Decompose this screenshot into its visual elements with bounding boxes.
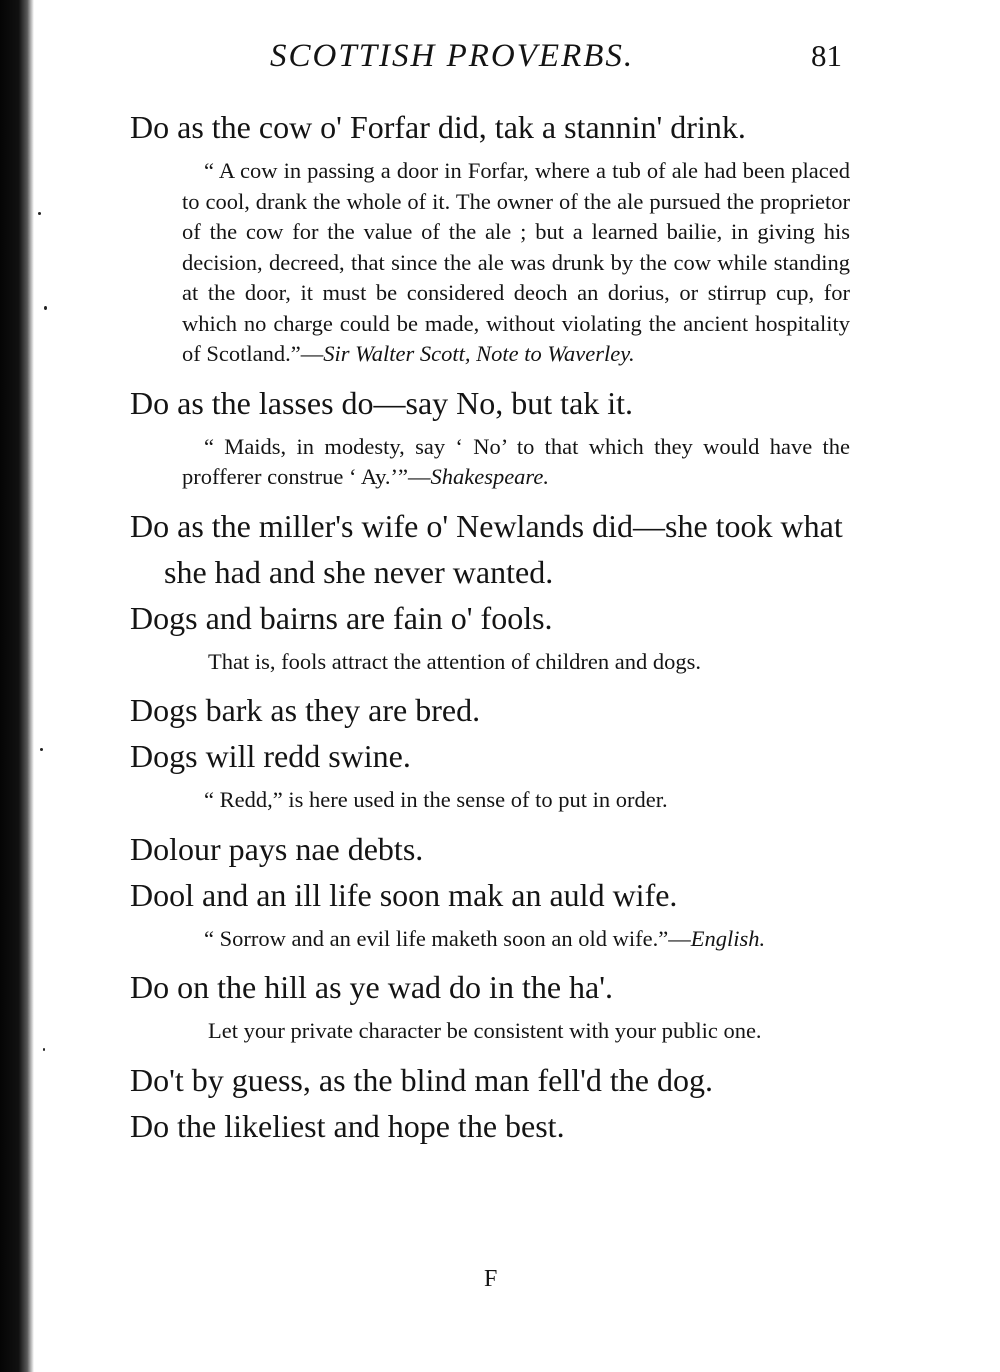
running-title: SCOTTISH PROVERBS. [270, 38, 635, 74]
proverb-entry: Do't by guess, as the blind man fell'd the dog. [130, 1061, 713, 1098]
proverb-note: “ A cow in passing a door in Forfar, where a tub of ale had been placed to cool, drank the whole of it. The owner of the ale pursued the proprietor of the cow for the value of the ale ; but a learned bailie, in giving his decision, decreed, that since the ale was drunk by the cow while standing at the door, it must be considered deoch an dorius, or stirrup cup, for which no charge could be made, without violating the ancient hospitality of Scotland.”—Sir Walter Scott, Note to Waverley. [182, 158, 850, 366]
note-attribution: English. [690, 925, 766, 951]
note-attribution: Sir Walter Scott, Note to Waverley. [323, 341, 635, 366]
proverb-note: “ Redd,” is here used in the sense of to put in order. [204, 787, 668, 812]
proverb-entry: Do as the lasses do—say No, but tak it. [130, 384, 634, 421]
note-attribution: Shakespeare. [430, 464, 549, 489]
proverb-entry: Do as the miller's wife o' Newlands did—she took what she had and she never wanted. [130, 507, 843, 590]
gutter-speck [40, 748, 43, 751]
gutter-speck [38, 212, 41, 215]
proverb-note: “ Maids, in modesty, say ‘ No’ to that which they would have the profferer construe ‘ Ay.’”—Shakespeare. [182, 433, 850, 489]
signature-mark: F [484, 1266, 498, 1292]
proverb-entry: Dool and an ill life soon mak an auld wife. [130, 876, 678, 913]
proverb-entry: Do the likeliest and hope the best. [130, 1107, 565, 1144]
gutter-speck [44, 306, 47, 310]
proverb-list [130, 104, 850, 1149]
proverb-note: That is, fools attract the attention of children and dogs. [208, 648, 701, 674]
gutter-speck [43, 1048, 45, 1051]
proverb-note: “ Sorrow and an evil life maketh soon an old wife.”—English. [204, 925, 766, 951]
page-gutter-shadow [0, 0, 34, 1372]
proverb-entry: Do on the hill as ye wad do in the ha'. [130, 969, 613, 1005]
page-header [270, 38, 850, 78]
proverb-entry: Dogs and bairns are fain o' fools. [130, 599, 553, 636]
proverb-entry: Dogs bark as they are bred. [130, 692, 481, 728]
proverb-entry: Do as the cow o' Forfar did, tak a stannin' drink. [130, 109, 746, 145]
proverb-entry: Dogs will redd swine. [130, 738, 411, 774]
proverb-note: Let your private character be consistent with your public one. [208, 1018, 762, 1043]
page-number: 81 [811, 38, 842, 73]
proverb-entry: Dolour pays nae debts. [130, 830, 424, 867]
